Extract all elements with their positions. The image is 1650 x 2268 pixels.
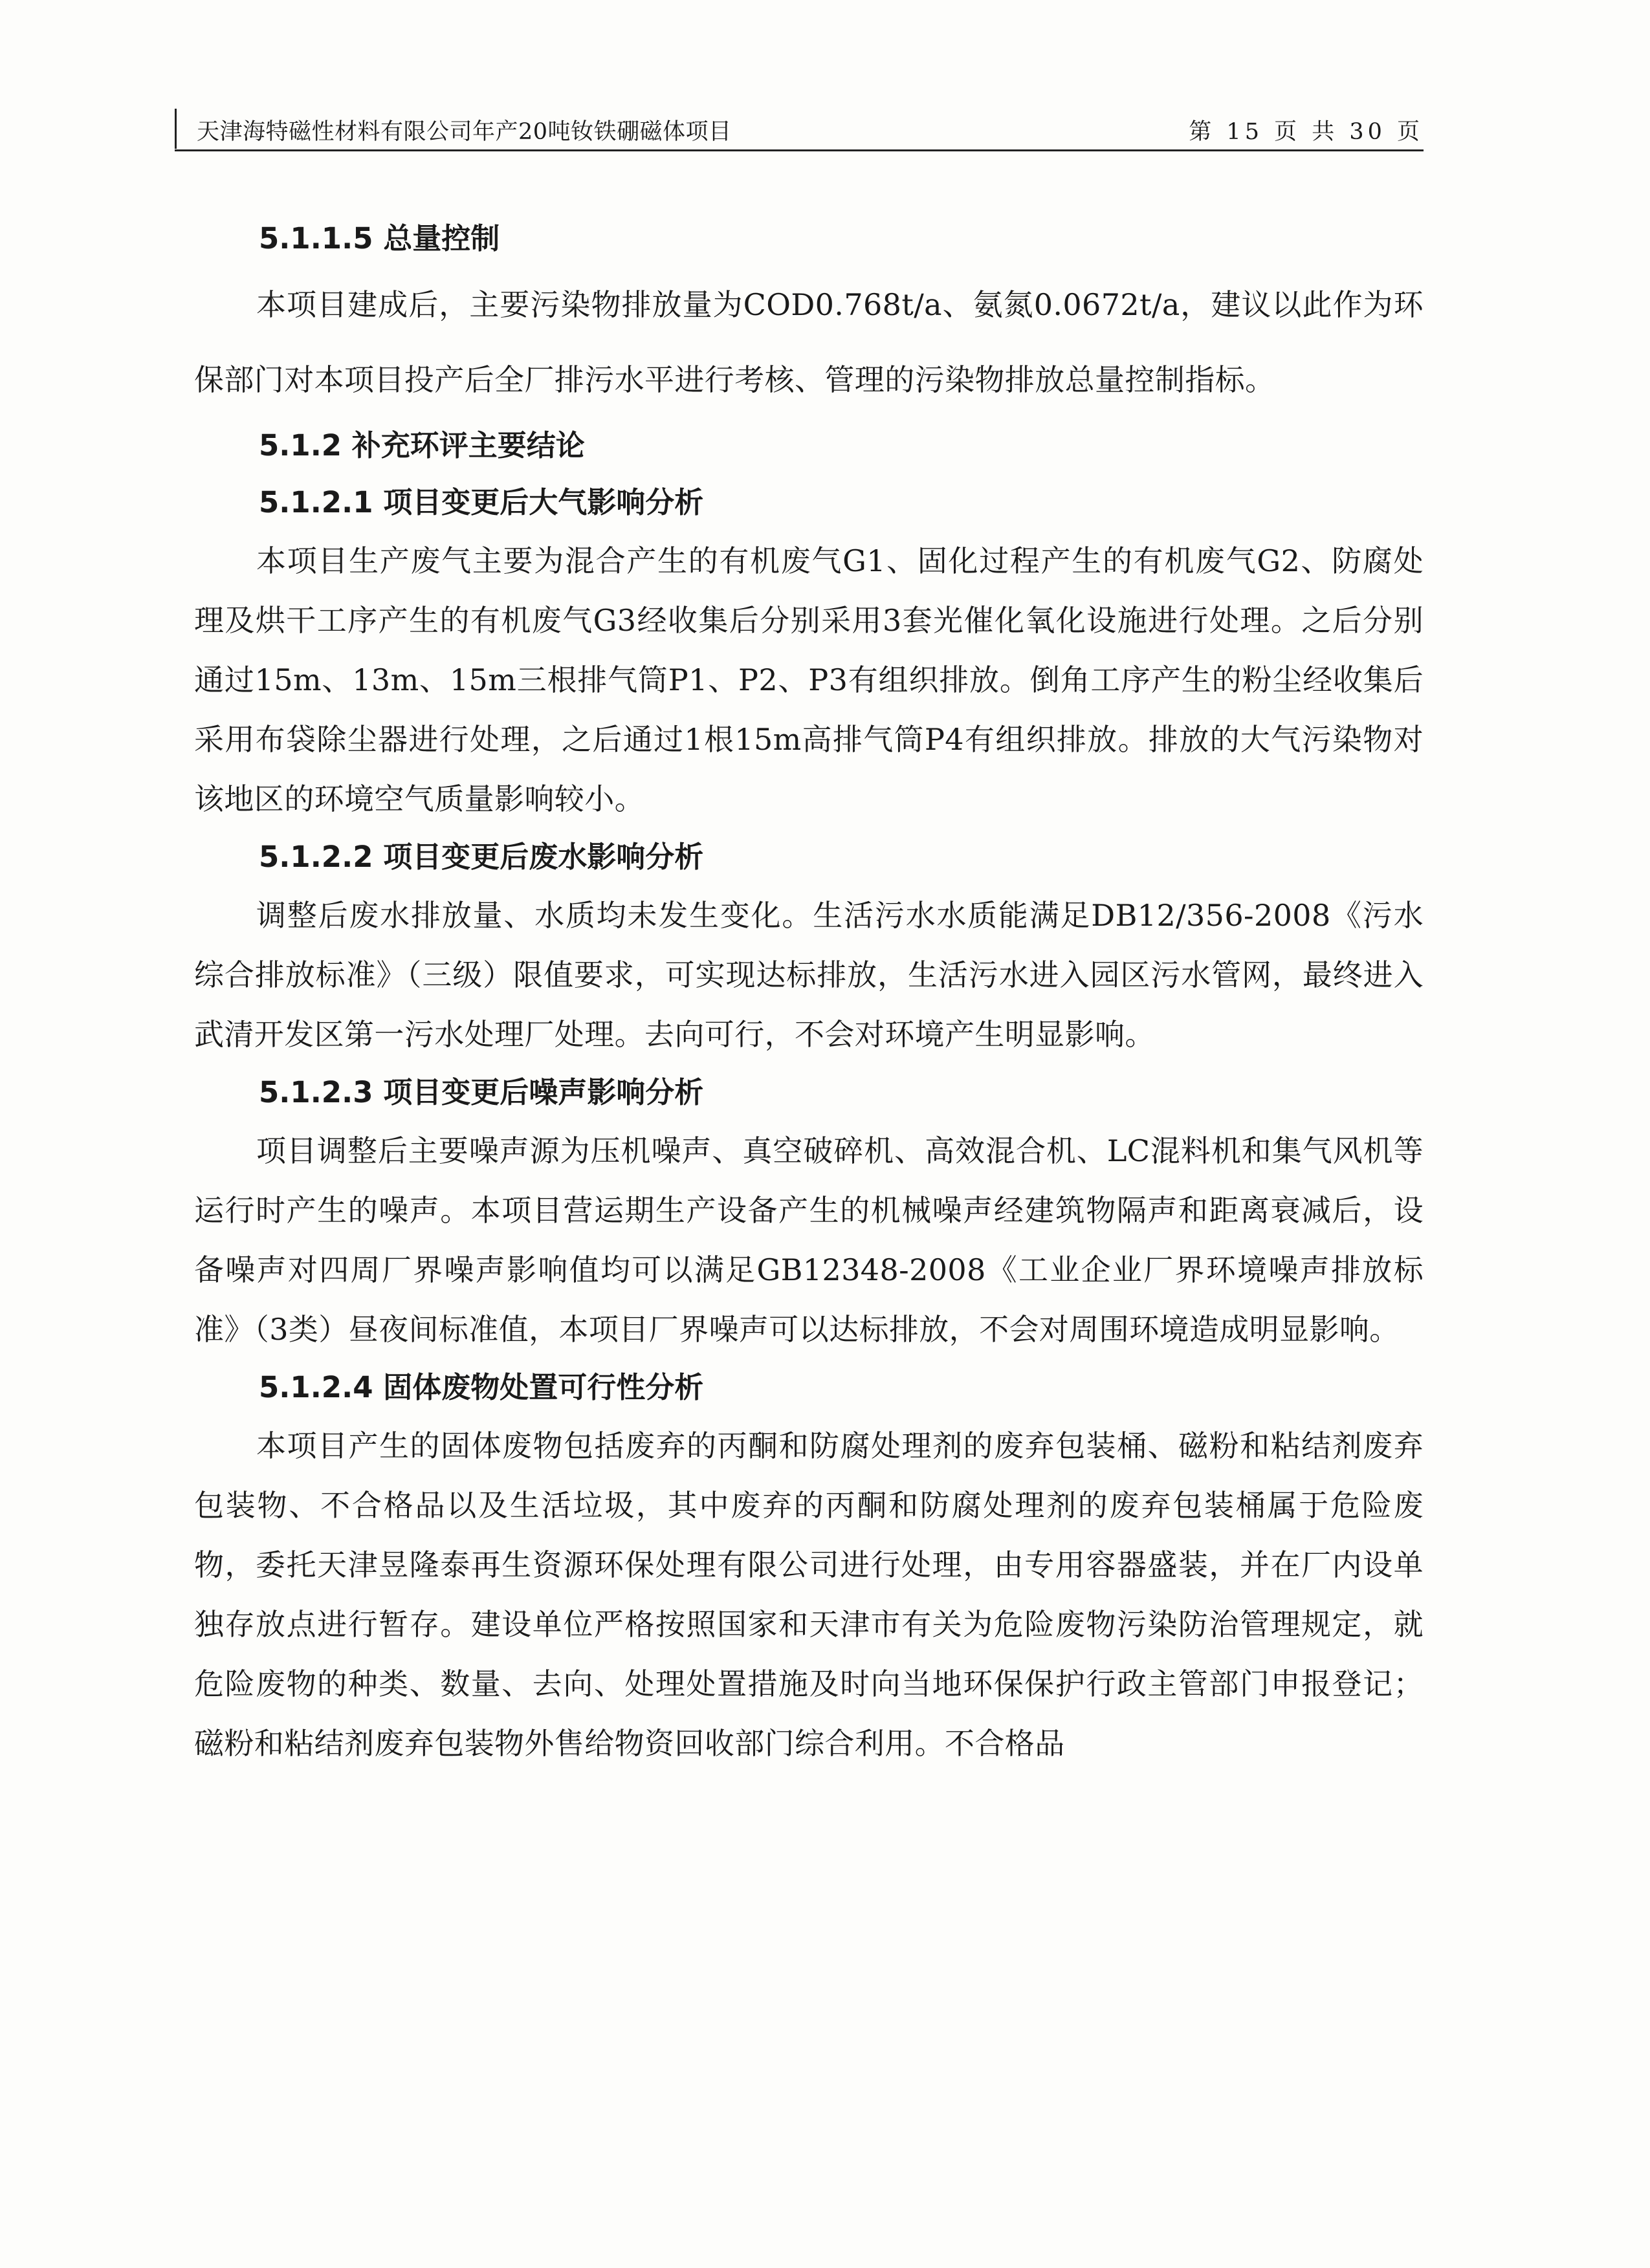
section-heading: 5.1.2.3 项目变更后噪声影响分析 (259, 1075, 704, 1109)
document-body (194, 210, 1424, 1773)
section-heading: 5.1.2 补充环评主要结论 (259, 428, 585, 463)
header-rule (175, 149, 1424, 151)
section-paragraph: 本项目建成后，主要污染物排放量为COD0.768t/a、氨氮0.0672t/a，建议以此作为环保部门对本项目投产后全厂排污水平进行考核、管理的污染物排放总量控制指标。 (194, 287, 1424, 397)
section-paragraph: 调整后废水排放量、水质均未发生变化。生活污水水质能满足DB12/356-2008《污水综合排放标准》（三级）限值要求，可实现达标排放，生活污水进入园区污水管网，最终进入武清开发区第一污水处理厂处理。去向可行，不会对环境产生明显影响。 (194, 898, 1424, 1052)
header-page-number: 第 15 页 共 30 页 (1189, 119, 1424, 145)
page-header (175, 109, 1424, 149)
section-heading: 5.1.2.4 固体废物处置可行性分析 (259, 1370, 704, 1404)
section-heading: 5.1.2.2 项目变更后废水影响分析 (259, 840, 704, 874)
section-paragraph: 本项目产生的固体废物包括废弃的丙酮和防腐处理剂的废弃包装桶、磁粉和粘结剂废弃包装物、不合格品以及生活垃圾，其中废弃的丙酮和防腐处理剂的废弃包装桶属于危险废物，委托天津昱隆泰再生资源环保处理有限公司进行处理，由专用容器盛装，并在厂内设单独存放点进行暂存。建设单位严格按照国家和天津市有关为危险废物污染防治管理规定，就危险废物的种类、数量、去向、处理处置措施及时向当地环保保护行政主管部门申报登记；磁粉和粘结剂废弃包装物外售给物资回收部门综合利用。不合格品 (194, 1428, 1424, 1761)
section-heading: 5.1.1.5 总量控制 (259, 221, 500, 256)
section-paragraph: 项目调整后主要噪声源为压机噪声、真空破碎机、高效混合机、LC混料机和集气风机等运行时产生的噪声。本项目营运期生产设备产生的机械噪声经建筑物隔声和距离衰减后，设备噪声对四周厂界噪声影响值均可以满足GB12348-2008《工业企业厂界环境噪声排放标准》（3类）昼夜间标准值，本项目厂界噪声可以达标排放，不会对周围环境造成明显影响。 (194, 1133, 1424, 1347)
section-paragraph: 本项目生产废气主要为混合产生的有机废气G1、固化过程产生的有机废气G2、防腐处理及烘干工序产生的有机废气G3经收集后分别采用3套光催化氧化设施进行处理。之后分别通过15m、13m、15m三根排气筒P1、P2、P3有组织排放。倒角工序产生的粉尘经收集后采用布袋除尘器进行处理，之后通过1根15m高排气筒P4有组织排放。排放的大气污染物对该地区的环境空气质量影响较小。 (194, 543, 1424, 816)
section-heading: 5.1.2.1 项目变更后大气影响分析 (259, 485, 704, 519)
header-left-bar (175, 109, 177, 149)
header-title: 天津海特磁性材料有限公司年产20吨钕铁硼磁体项目 (197, 119, 732, 145)
